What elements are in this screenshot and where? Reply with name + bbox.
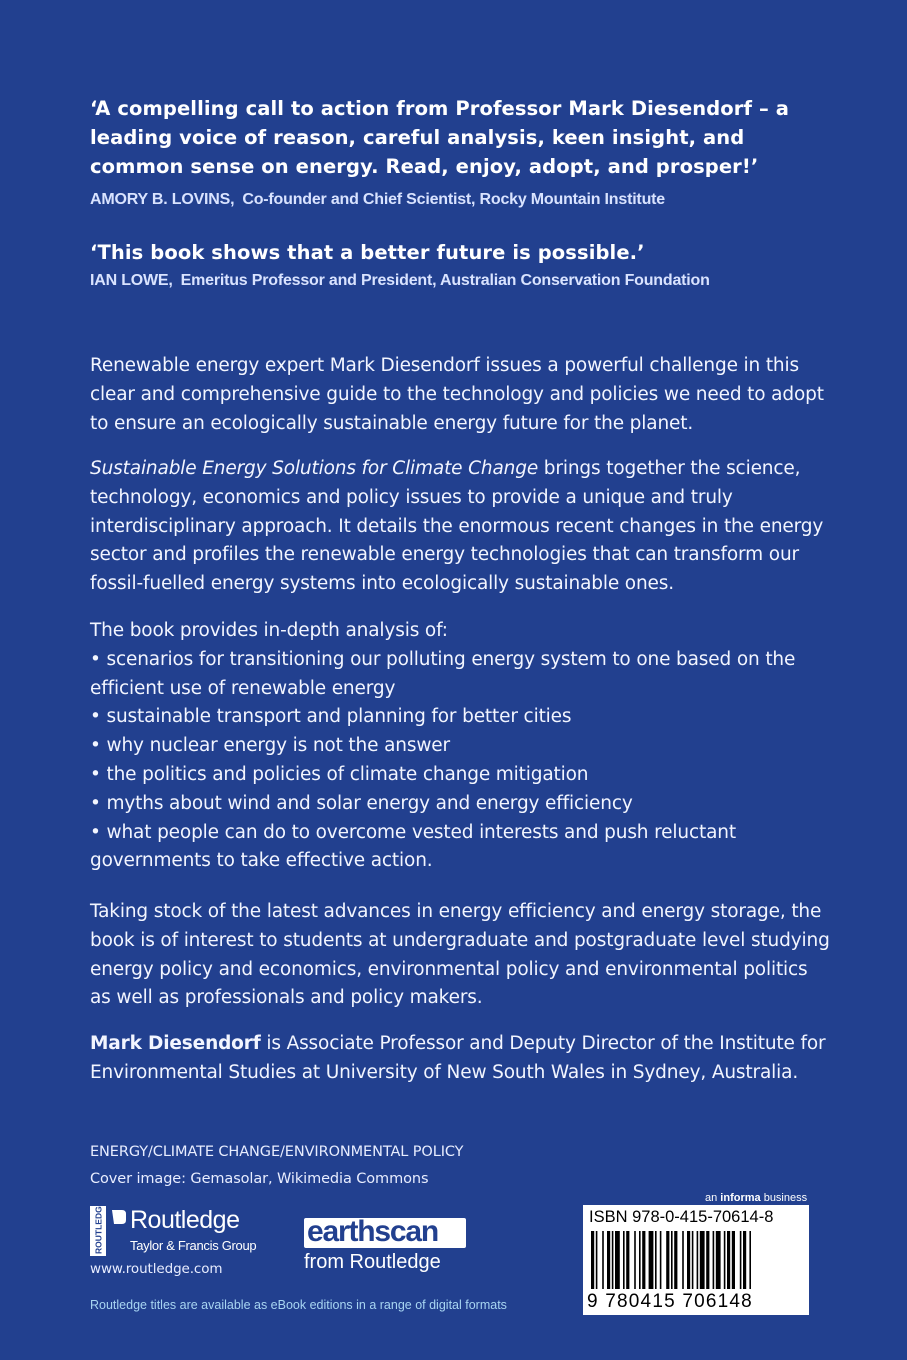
cover-credit: Cover image: Gemasolar, Wikimedia Commons <box>90 1171 429 1187</box>
book-summary-text: brings together the science, technology, economics and policy issues to provide a unique and truly interdisciplinary approach. It details the enormous recent changes in the energy sector and profiles the renewable energy technologies that can transform our fossil-fuelled energy systems into ecologically sustainable ones. <box>90 458 824 595</box>
informa-prefix: an <box>705 1192 721 1204</box>
routledge-url[interactable]: www.routledge.com <box>90 1261 223 1277</box>
intro-text: Renewable energy expert Mark Diesendorf issues a powerful challenge in this clear and comprehensive guide to the technology and policies we need to adopt to ensure an ecologically sustainable energy future for the planet. <box>90 355 824 434</box>
earthscan-wordmark: earthscan <box>307 1215 438 1248</box>
list-intro: The book provides in-depth analysis of: <box>90 620 448 641</box>
list-item: • myths about wind and solar energy and energy efficiency <box>90 792 633 814</box>
description-paragraph-4 <box>90 898 830 1013</box>
author-bio-text <box>90 1030 830 1088</box>
author-bio-rest: is Associate Professor and Deputy Director of the Institute for Environmental Studies at University of New South Wales in Sydney, Australia. <box>90 1033 826 1083</box>
description-paragraph-2 <box>90 455 830 599</box>
list-item: • sustainable transport and planning for better cities <box>90 706 572 728</box>
taylor-francis-group: Taylor & Francis Group <box>130 1238 257 1253</box>
list-item: • scenarios for transitioning our polluting energy system to one based on the efficient use of renewable energy <box>90 648 796 699</box>
earthscan-logo <box>304 1215 470 1278</box>
audience-text: Taking stock of the latest advances in energy efficiency and energy storage, the book is of interest to students at undergraduate and postgraduate level studying energy policy and economics, environmental policy and environmental politics as well as professionals and policy makers. <box>90 901 830 1009</box>
routledge-wordmark: Routledge <box>130 1206 240 1234</box>
isbn-number: ISBN 978-0-415-70614-8 <box>589 1208 774 1226</box>
book-title: Sustainable Energy Solutions for Climate Change <box>90 458 539 479</box>
analysis-bullet-list <box>90 646 830 876</box>
endorser-role: Emeritus Professor and President, Australian Conservation Foundation <box>180 272 710 289</box>
barcode-icon <box>591 1231 801 1293</box>
author-name: Mark Diesendorf <box>90 1033 261 1054</box>
endorser-name: IAN LOWE, <box>90 272 173 289</box>
endorsement-attribution-1 <box>90 191 850 209</box>
list-item: • the politics and policies of climate change mitigation <box>90 763 589 785</box>
informa-suffix: business <box>760 1192 808 1204</box>
informa-brand: informa <box>720 1192 761 1204</box>
author-bio <box>90 1030 830 1088</box>
subject-category: ENERGY/CLIMATE CHANGE/ENVIRONMENTAL POLICY <box>90 1144 464 1160</box>
routledge-logo <box>90 1206 260 1256</box>
list-item: • why nuclear energy is not the answer <box>90 735 450 757</box>
routledge-vertical-text: ROUTLEDGE <box>93 1206 104 1254</box>
informa-business-tag <box>705 1192 807 1204</box>
book-summary <box>90 455 830 599</box>
isbn-barcode-box <box>583 1205 809 1315</box>
ebook-note: Routledge titles are available as eBook editions in a range of digital formats <box>90 1298 507 1312</box>
endorsement-quote-1: ‘A compelling call to action from Professor Mark Diesendorf – a leading voice of reason, careful analysis, keen insight, and common sense on energy. Read, enjoy, adopt, and prosper!’ <box>90 97 789 178</box>
analysis-list-section <box>90 617 830 876</box>
description-paragraph-1 <box>90 352 830 438</box>
endorsement-quote-2: ‘This book shows that a better future is possible.’ <box>90 241 645 264</box>
endorsement-attribution-2 <box>90 272 850 290</box>
endorser-role: Co-founder and Chief Scientist, Rocky Mountain Institute <box>242 191 665 208</box>
list-item: • what people can do to overcome vested interests and push reluctant governments to take effective action. <box>90 821 736 872</box>
from-routledge: from Routledge <box>304 1251 441 1273</box>
endorser-name: AMORY B. LOVINS, <box>90 191 235 208</box>
barcode-digits: 9 780415 706148 <box>587 1291 753 1312</box>
